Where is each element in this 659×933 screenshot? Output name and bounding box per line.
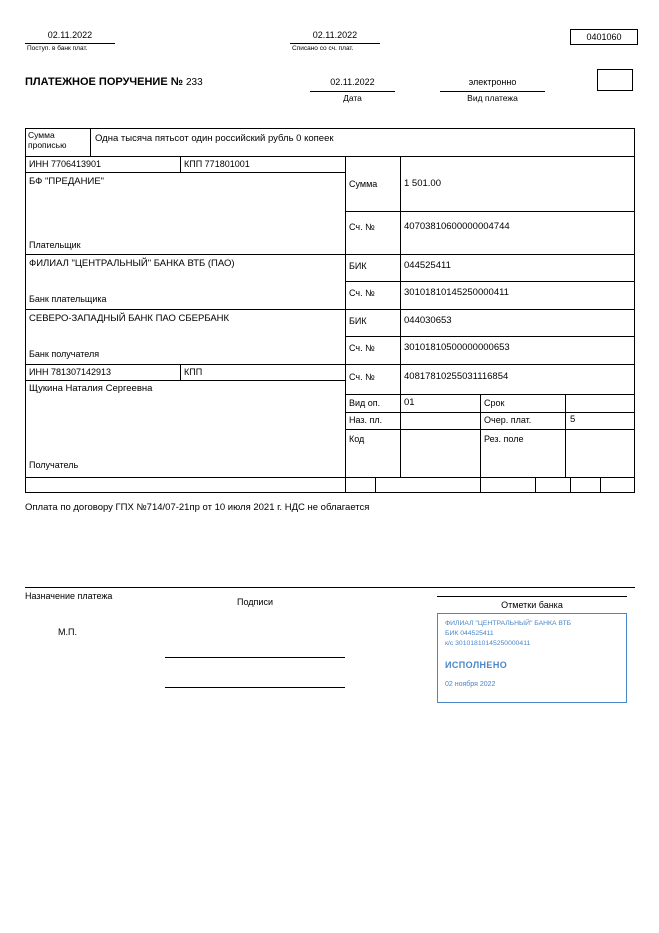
payer-label: Плательщик xyxy=(29,240,81,250)
payer-bank-bik-label: БИК xyxy=(349,261,367,271)
received-date-underline xyxy=(25,43,115,44)
form-line xyxy=(180,364,181,380)
form-line xyxy=(90,128,91,156)
payee-bank-bik-label: БИК xyxy=(349,316,367,326)
seal-label: М.П. xyxy=(58,627,77,637)
form-line xyxy=(570,477,571,492)
payee-bank-account: 30101810500000000653 xyxy=(404,342,510,353)
stamp-date: 02 ноября 2022 xyxy=(445,681,496,689)
form-line xyxy=(25,254,635,255)
signature-line xyxy=(165,657,345,658)
form-line xyxy=(565,394,566,477)
payee-label: Получатель xyxy=(29,460,79,470)
form-line xyxy=(180,156,181,172)
form-line xyxy=(345,394,635,395)
empty-code-box xyxy=(597,69,633,91)
payee-account-label: Сч. № xyxy=(349,372,375,382)
stamp-corr-account: к/с 30101810145250000411 xyxy=(445,640,531,648)
payee-inn: ИНН 781307142913 xyxy=(29,367,112,377)
form-line xyxy=(25,380,345,381)
payer-bank-name: ФИЛИАЛ "ЦЕНТРАЛЬНЫЙ" БАНКА ВТБ (ПАО) xyxy=(29,258,235,269)
payer-kpp: КПП 771801001 xyxy=(184,159,250,169)
form-line xyxy=(345,429,635,430)
bank-stamp xyxy=(437,613,627,703)
amount-label: Сумма xyxy=(349,179,378,189)
debited-date-underline xyxy=(290,43,380,44)
form-line xyxy=(25,128,26,492)
signature-line xyxy=(165,687,345,688)
form-line xyxy=(535,477,536,492)
form-line xyxy=(345,281,635,282)
payer-account-label: Сч. № xyxy=(349,222,375,232)
payer-bank-account-label: Сч. № xyxy=(349,288,375,298)
amount-words-label: Сумма прописью xyxy=(28,130,67,150)
code-label: Код xyxy=(349,434,365,444)
payer-inn: ИНН 7706413901 xyxy=(29,159,102,169)
form-line xyxy=(25,477,635,478)
payer-bank-label: Банк плательщика xyxy=(29,294,107,304)
payee-name: Щукина Наталия Сергеевна xyxy=(29,383,153,394)
amount-value: 1 501.00 xyxy=(404,178,441,189)
payee-kpp-label: КПП xyxy=(184,367,203,377)
form-line xyxy=(345,336,635,337)
op-kind-value: 01 xyxy=(404,397,415,408)
reserve-field-label: Рез. поле xyxy=(484,434,524,444)
purpose-line xyxy=(25,587,635,588)
payment-type: электронно xyxy=(468,77,517,87)
payee-bank-name: СЕВЕРО-ЗАПАДНЫЙ БАНК ПАО СБЕРБАНК xyxy=(29,313,230,324)
form-line xyxy=(25,128,635,129)
received-date-label: Поступ. в банк плат. xyxy=(27,45,88,52)
priority-value: 5 xyxy=(570,414,576,425)
debited-date: 02.11.2022 xyxy=(312,30,358,40)
bank-marks-line xyxy=(437,596,627,597)
form-line xyxy=(345,412,635,413)
amount-words-value: Одна тысяча пятьсот один российский рубль 0 копеек xyxy=(95,133,334,144)
received-date: 02.11.2022 xyxy=(47,30,93,40)
payer-bank-bik: 044525411 xyxy=(404,260,451,271)
document-title xyxy=(25,76,203,89)
form-line xyxy=(634,128,635,492)
payee-account: 40817810255031116854 xyxy=(404,371,509,382)
op-kind-label: Вид оп. xyxy=(349,398,381,408)
form-line xyxy=(480,477,481,492)
document-date-underline xyxy=(310,91,395,92)
form-line xyxy=(25,364,635,365)
form-line xyxy=(25,156,635,157)
priority-label: Очер. плат. xyxy=(484,415,532,425)
document-date: 02.11.2022 xyxy=(330,77,375,87)
purpose-text: Оплата по договору ГПХ №714/07-21пр от 10 июля 2021 г. НДС не облагается xyxy=(25,502,370,513)
payer-bank-account: 30101810145250000411 xyxy=(404,287,509,298)
purpose-code-label: Наз. пл. xyxy=(349,415,383,425)
form-line xyxy=(480,394,481,477)
stamp-bank-name: ФИЛИАЛ "ЦЕНТРАЛЬНЫЙ" БАНКА ВТБ xyxy=(445,620,572,627)
purpose-label: Назначение платежа xyxy=(25,591,113,601)
payment-type-label: Вид платежа xyxy=(467,93,518,103)
term-label: Срок xyxy=(484,398,505,408)
document-number: 233 xyxy=(185,77,203,88)
stamp-bik: БИК 044525411 xyxy=(445,630,494,638)
debited-date-label: Списано со сч. плат. xyxy=(292,45,354,52)
form-line xyxy=(25,309,635,310)
bank-marks-label: Отметки банка xyxy=(501,600,563,610)
title-label: ПЛАТЕЖНОЕ ПОРУЧЕНИЕ № xyxy=(25,76,183,88)
form-line xyxy=(375,477,376,492)
payee-bank-account-label: Сч. № xyxy=(349,343,375,353)
form-code-box: 0401060 xyxy=(570,29,638,45)
payer-account: 40703810600000004744 xyxy=(404,221,510,232)
form-line xyxy=(400,156,401,477)
stamp-status: ИСПОЛНЕНО xyxy=(445,659,508,670)
form-line xyxy=(345,211,635,212)
form-line xyxy=(600,477,601,492)
form-line xyxy=(25,172,345,173)
signatures-label: Подписи xyxy=(237,597,273,607)
payer-name: БФ "ПРЕДАНИЕ" xyxy=(29,176,105,187)
payment-type-underline xyxy=(440,91,545,92)
payee-bank-bik: 044030653 xyxy=(404,315,452,326)
form-line xyxy=(25,492,635,493)
payee-bank-label: Банк получателя xyxy=(29,349,100,359)
date-label: Дата xyxy=(343,93,362,103)
form-line xyxy=(345,156,346,492)
